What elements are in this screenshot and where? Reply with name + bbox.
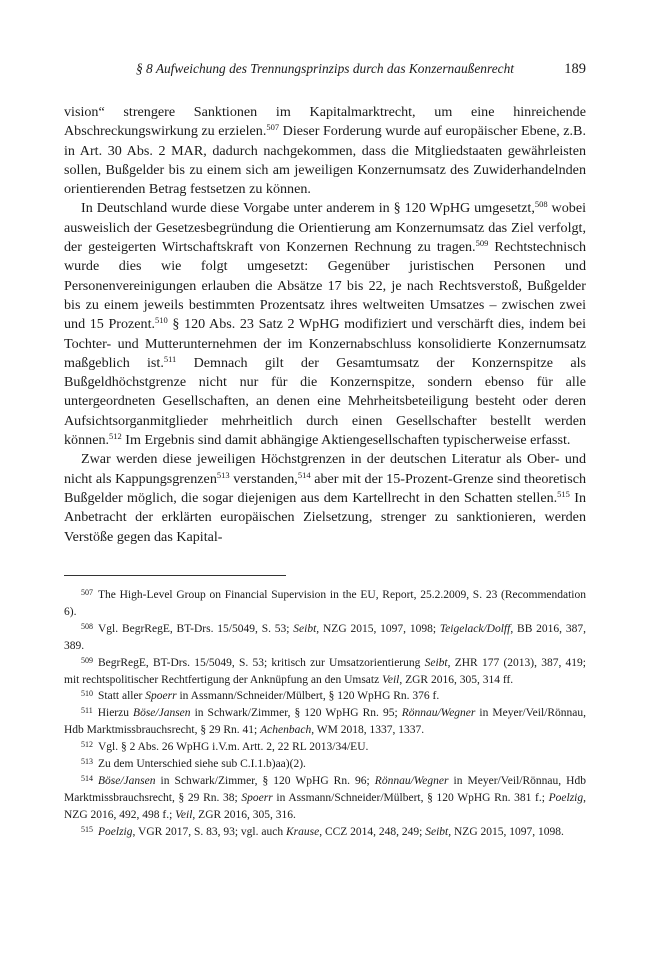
footnote — [64, 655, 586, 689]
text-run: , WM 2018, 1337, 1337. — [311, 724, 425, 737]
text-run: , CCZ 2014, 248, 249; — [319, 825, 426, 838]
footnote-reference: 510 — [155, 315, 168, 326]
text-run: Zwar werden diese jeweiligen Höchstgrenzen in der deutschen Literatur als Ober- und nicht als Kappungsgrenzen — [64, 451, 586, 487]
author-name: Poelzig — [98, 825, 133, 838]
text-run: § 120 Abs. 23 Satz 2 WpHG modifiziert und verschärft dies, indem bei Tochter- und Mutterunternehmen der im Konzernabschluss konsolidierte Konzernumsatz maßgeblich ist. — [64, 316, 587, 371]
text-run: aber mit der 15-Prozent-Grenze sind theoretisch Bußgelder möglich, die sogar diejenigen aus dem Kartellrecht in den Schatten stellen. — [64, 470, 586, 506]
text-run: in Schwark/Zimmer, § 120 WpHG Rn. 96; — [155, 774, 375, 787]
text-run: In Anbetracht der erklärten europäischen Zielsetzung, strenger zu sanktionieren, werden Verstöße gegen das Kapital- — [64, 489, 586, 545]
footnote-number: 514 — [81, 773, 93, 783]
text-run: , NZG 2015, 1097, 1098; — [316, 622, 440, 635]
footnote — [64, 773, 586, 824]
text-run: , BB 2016, 387, 389. — [64, 622, 586, 652]
text-run: vision“ strengere Sanktionen im Kapitalmarktrecht, um eine hinreichende Abschreckungswirkung zu erzielen. — [64, 104, 586, 140]
running-title: § 8 Aufweichung des Trennungsprinzips durch das Konzernaußenrecht — [135, 61, 514, 76]
author-name: Krause — [285, 825, 320, 838]
author-name: Seibt — [425, 825, 449, 838]
footnotes — [64, 587, 586, 841]
text-run: Im Ergebnis sind damit abhängige Aktiengesellschaften typischerweise erfasst. — [121, 432, 571, 449]
text-run: Vgl. BegrRegE, BT-Drs. 15/5049, S. 53; — [98, 622, 294, 635]
text-run: in Assmann/Schneider/Mülbert, § 120 WpHG Rn. 376 f. — [176, 690, 440, 703]
footnote-number: 510 — [81, 689, 93, 699]
author-name: Rönnau/Wegner — [374, 774, 449, 787]
text-run: Statt aller — [98, 690, 146, 703]
text-run: The High-Level Group on Financial Supervision in the EU, Report, 25.2.2009, S. 23 (Recommendation 6). — [64, 589, 586, 618]
footnote — [64, 587, 586, 621]
paragraph — [64, 199, 586, 450]
footnote-number: 507 — [81, 588, 93, 597]
author-name: Seibt — [293, 622, 317, 635]
text-run: , VGR 2017, S. 83, 93; vgl. auch — [132, 825, 286, 838]
footnote-reference: 507 — [266, 122, 280, 133]
text-run: Vgl. § 2 Abs. 26 WpHG i.V.m. Artt. 2, 22 RL 2013/34/EU. — [98, 741, 369, 754]
text-run: , NZG 2015, 1097, 1098. — [448, 825, 564, 838]
footnote — [64, 705, 586, 739]
paragraph — [64, 450, 586, 546]
footnote — [64, 688, 586, 705]
footnote — [64, 621, 586, 655]
page-number: 189 — [564, 61, 586, 77]
text-run: Rechtstechnisch wurde dies wie folgt umgesetzt: Gegenüber juristischen Personen und Personenvereinigungen erlauben die Absätze 17 bis 22, je nach Rechtsverstoß, Bußgelder bis zu einem jeweils bestimmten Prozentsatz ihres weltweiten Umsatzes – zwischen zwei und 15 Prozent. — [64, 239, 586, 333]
text-run: Hierzu — [97, 707, 134, 720]
footnote-reference: 509 — [475, 238, 489, 249]
author-name: Seibt — [424, 656, 448, 669]
footnote-number: 508 — [81, 621, 93, 631]
text-run: Demnach gilt der Gesamtumsatz der Konzernspitze als Bußgeldhöchstgrenze nicht nur für die Konzernspitze, sondern ebenso für alle untergeordneten Gesellschaften, an denen eine Mehrheitsbeteiligung besteht oder deren Aufsichtsorganmitglieder mehrheitlich durch einen Gesellschafter bestellt werden können. — [64, 354, 586, 449]
text-run: Dieser Forderung wurde auf europäischer Ebene, z.B. in Art. 30 Abs. 2 MAR, dadurch nachgekommen, dass die Mitgliedstaaten gewährleisten sollen, Bußgelder bis zu einem sich am jeweiligen Konzernumsatz des Zuwiderhandelnden orientierenden Betrag festsetzen zu können. — [64, 123, 586, 198]
text-run: , ZHR 177 (2013), 387, 419; mit rechtspolitischer Rechtfertigung der Anknüpfung an den Umsatz — [64, 656, 587, 686]
footnote-reference: 512 — [109, 431, 122, 442]
footnote-reference: 508 — [534, 199, 548, 210]
paragraph — [64, 103, 586, 199]
footnote — [64, 756, 586, 773]
author-name: Veil — [175, 808, 193, 821]
author-name: Böse/Jansen — [133, 707, 191, 720]
text-run: , NZG 2016, 492, 498 f.; — [64, 791, 586, 821]
footnote-reference: 514 — [297, 469, 311, 480]
footnote-number: 509 — [81, 655, 93, 665]
author-name: Veil — [382, 673, 400, 686]
footnote-reference: 513 — [216, 469, 230, 480]
footnote — [64, 739, 586, 756]
author-name: Spoerr — [145, 690, 177, 703]
footnote-reference: 511 — [163, 353, 177, 364]
author-name: Böse/Jansen — [98, 774, 156, 787]
text-run: in Meyer/Veil/Rönnau, Hdb Marktmissbrauchsrecht, § 29 Rn. 41; — [64, 707, 586, 737]
author-name: Achenbach — [260, 724, 312, 737]
text-run: Zu dem Unterschied siehe sub C.I.1.b)aa)(2). — [98, 758, 306, 771]
text-run: wobei ausweislich der Gesetzesbegründung die Orientierung am Konzernumsatz das Ziel verfolgt, der gesteigerten Wirtschaftskraft von Konzernen Rechnung zu tragen. — [64, 200, 586, 256]
footnote-number: 512 — [81, 740, 93, 750]
text-run: verstanden, — [229, 470, 298, 487]
text-run: , ZGR 2016, 305, 314 ff. — [399, 673, 514, 686]
footnote-number: 515 — [81, 824, 93, 834]
text-run: In Deutschland wurde diese Vorgabe unter anderem in § 120 WpHG umgesetzt, — [81, 200, 535, 217]
text-run: in Schwark/Zimmer, § 120 WpHG Rn. 95; — [190, 707, 402, 720]
author-name: Poelzig — [548, 791, 584, 804]
text-run: in Meyer/Veil/Rönnau, Hdb Marktmissbrauchsrecht, § 29 Rn. 38; — [64, 774, 586, 804]
footnote-number: 513 — [81, 757, 93, 767]
footnote-number: 511 — [81, 706, 93, 716]
footnote — [64, 824, 586, 841]
body-text — [64, 103, 586, 547]
text-run: , ZGR 2016, 305, 316. — [192, 808, 296, 821]
running-header — [64, 61, 586, 81]
author-name: Rönnau/Wegner — [401, 707, 476, 720]
footnote-separator — [64, 575, 286, 576]
text-run: BegrRegE, BT-Drs. 15/5049, S. 53; kritisch zur Umsatzorientierung — [98, 656, 425, 669]
footnote-reference: 515 — [557, 488, 570, 499]
author-name: Spoerr — [241, 791, 273, 804]
author-name: Teigelack/Dolff — [439, 622, 511, 635]
text-run: in Assmann/Schneider/Mülbert, § 120 WpHG Rn. 381 f.; — [272, 791, 549, 804]
